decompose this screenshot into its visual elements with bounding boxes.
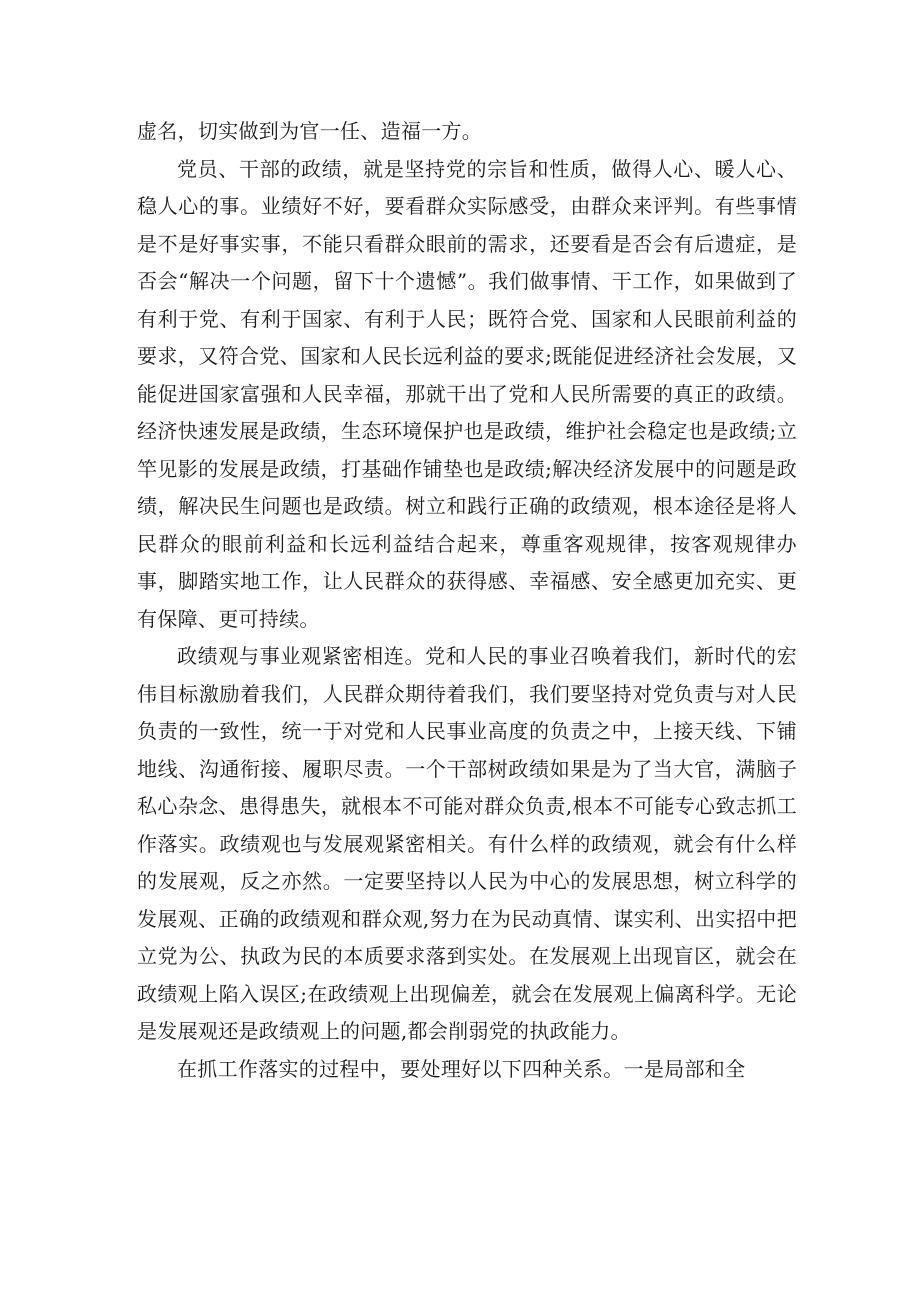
paragraph-four-relations: 在抓工作落实的过程中，要处理好以下四种关系。一是局部和全 — [177, 1056, 746, 1081]
paragraph-continuation: 虚名，切实做到为官一任、造福一方。 — [137, 119, 483, 143]
document-page — [137, 113, 797, 1088]
paragraph-political-achievement: 党员、干部的政绩，就是坚持党的宗旨和性质，做得人心、暖人心、稳人心的事。业绩好不好，要看群众实际感受，由群众来评判。有些事情是不是好事实事，不能只看群众眼前的需求，还要看是否会有后遗症，是否会“解决一个问题，留下十个遗憾”。我们做事情、干工作，如果做到了有利于党、有利于国家、有利于人民；既符合党、国家和人民眼前利益的要求，又符合党、国家和人民长远利益的要求;既能促进经济社会发展，又能促进国家富强和人民幸福，那就干出了党和人民所需要的真正的政绩。经济快速发展是政绩，生态环境保护也是政绩，维护社会稳定也是政绩;立竿见影的发展是政绩，打基础作铺垫也是政绩;解决经济发展中的问题是政绩，解决民生问题也是政绩。树立和践行正确的政绩观，根本途径是将人民群众的眼前利益和长远利益结合起来，尊重客观规律，按客观规律办事，脚踏实地工作，让人民群众的获得感、幸福感、安全感更加充实、更有保障、更可持续。 — [137, 156, 797, 631]
paragraph-career-view: 政绩观与事业观紧密相连。党和人民的事业召唤着我们，新时代的宏伟目标激励着我们，人民群众期待着我们，我们要坚持对党负责与对人民负责的一致性，统一于对党和人民事业高度的负责之中，上接天线、下铺地线、沟通衔接、履职尽责。一个干部树政绩如果是为了当大官，满脑子私心杂念、患得患失，就根本不可能对群众负责,根本不可能专心致志抓工作落实。政绩观也与发展观紧密相关。有什么样的政绩观，就会有什么样的发展观，反之亦然。一定要坚持以人民为中心的发展思想，树立科学的发展观、正确的政绩观和群众观,努力在为民动真情、谋实利、出实招中把立党为公、执政为民的本质要求落到实处。在发展观上出现盲区，就会在政绩观上陷入误区;在政绩观上出现偏差，就会在发展观上偏离科学。无论是发展观还是政绩观上的问题,都会削弱党的执政能力。 — [137, 644, 797, 1043]
